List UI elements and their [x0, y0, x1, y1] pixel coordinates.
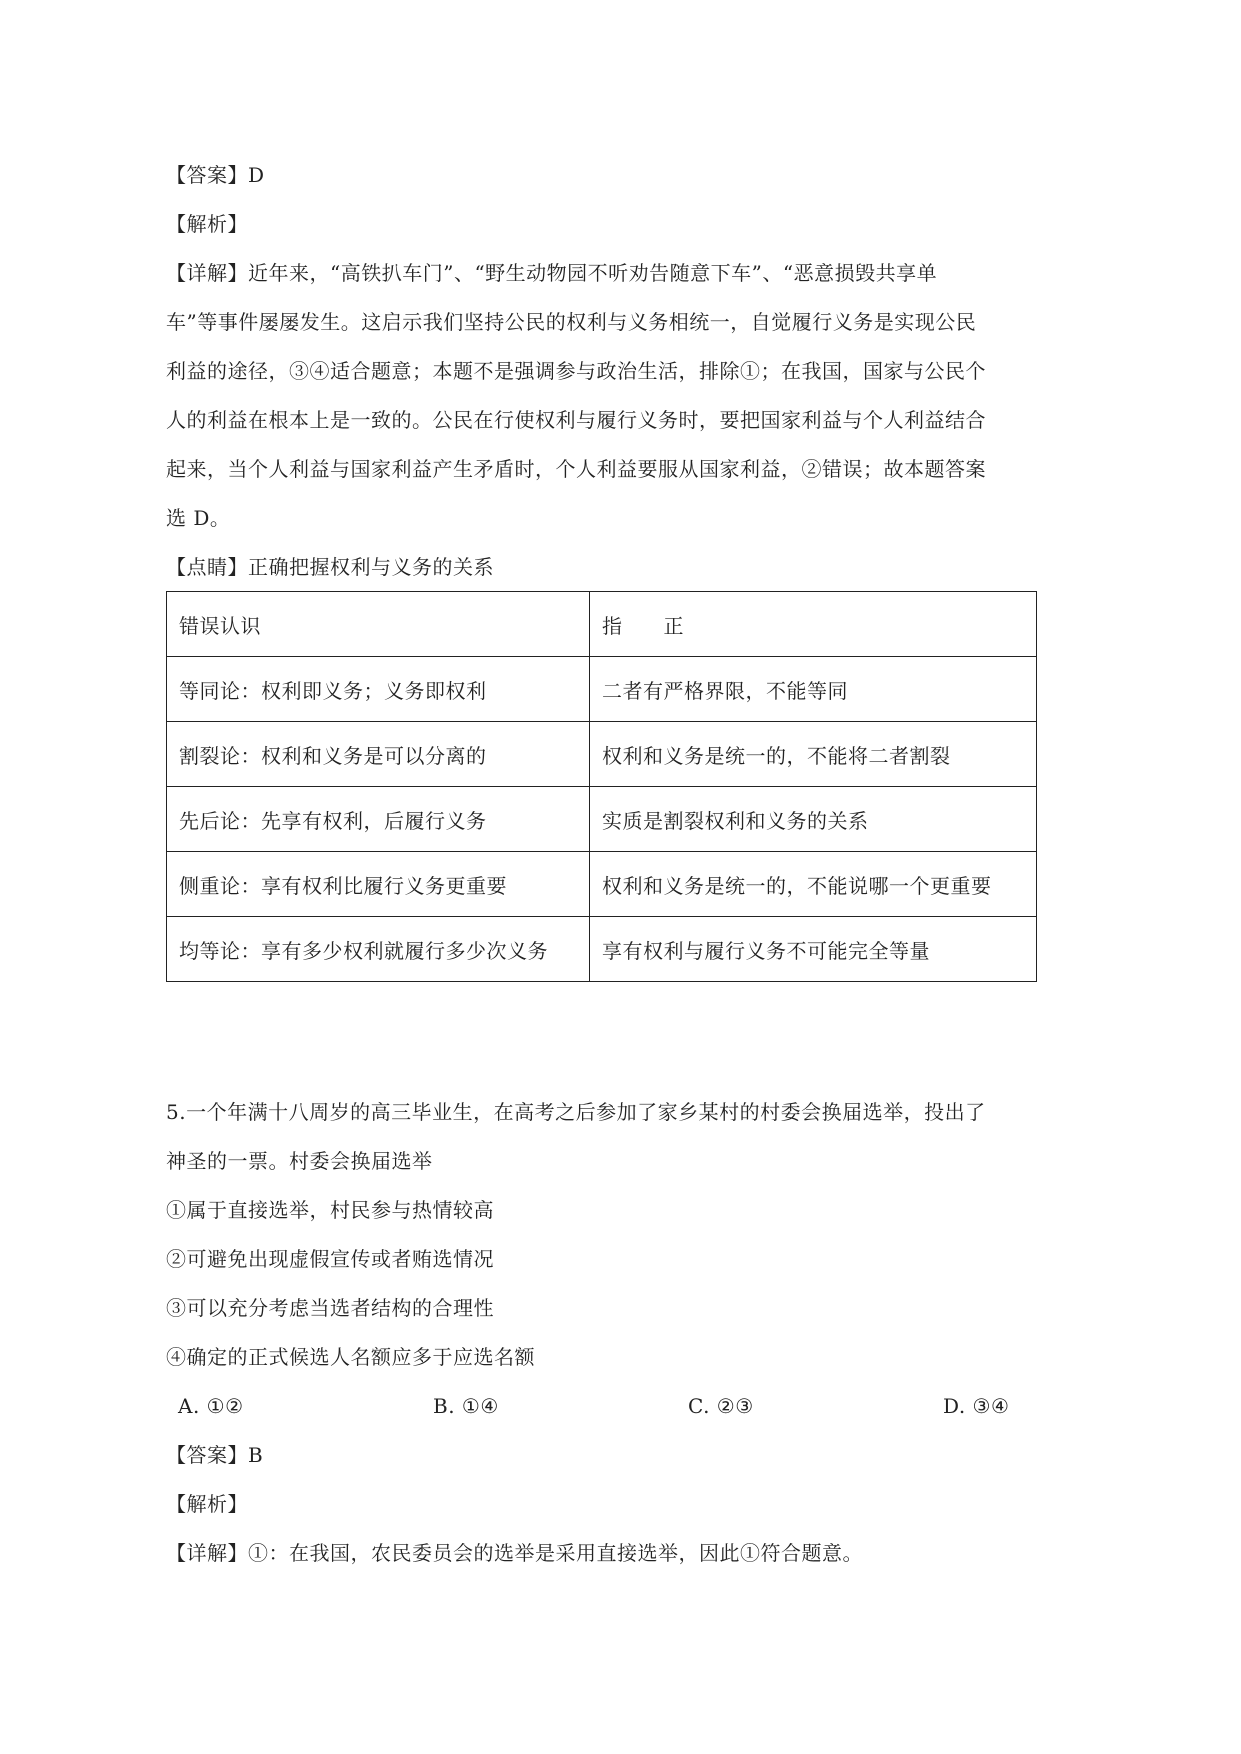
q5-statement-1: ①属于直接选举，村民参与热情较高 — [166, 1198, 494, 1222]
q4-detail-line-1: 【详解】近年来，“高铁扒车门”、“野生动物园不听劝告随意下车”、“恶意损毁共享单 — [166, 261, 938, 285]
q5-detail: 【详解】①：在我国，农民委员会的选举是采用直接选举，因此①符合题意。 — [166, 1541, 863, 1565]
q5-options — [166, 1393, 1066, 1419]
table-row — [167, 722, 1037, 787]
q4-detail-line-5: 起来，当个人利益与国家利益产生矛盾时，个人利益要服从国家利益，②错误；故本题答案 — [166, 457, 986, 481]
table-header-cell: 错误认识 — [167, 592, 590, 657]
q5-option-a: A. ①② — [178, 1394, 244, 1418]
table-cell: 先后论：先享有权利，后履行义务 — [167, 787, 590, 852]
q4-answer: 【答案】D — [166, 163, 265, 187]
q5-stem-line-2: 神圣的一票。村委会换届选举 — [166, 1149, 433, 1173]
table-cell: 等同论：权利即义务；义务即权利 — [167, 657, 590, 722]
table-cell: 权利和义务是统一的，不能说哪一个更重要 — [590, 852, 1037, 917]
rights-duties-table — [166, 591, 1037, 982]
q4-detail-line-4: 人的利益在根本上是一致的。公民在行使权利与履行义务时，要把国家利益与个人利益结合 — [166, 408, 986, 432]
table-cell: 侧重论：享有权利比履行义务更重要 — [167, 852, 590, 917]
q5-statement-4: ④确定的正式候选人名额应多于应选名额 — [166, 1345, 535, 1369]
q5-statement-2: ②可避免出现虚假宣传或者贿选情况 — [166, 1247, 494, 1271]
q5-analysis-label: 【解析】 — [166, 1492, 248, 1516]
q4-detail-line-6: 选 D。 — [166, 506, 231, 530]
q5-option-b: B. ①④ — [433, 1394, 499, 1418]
q5-option-c: C. ②③ — [688, 1394, 754, 1418]
table-cell: 权利和义务是统一的，不能将二者割裂 — [590, 722, 1037, 787]
table-row — [167, 787, 1037, 852]
q5-stem-line-1: 5.一个年满十八周岁的高三毕业生，在高考之后参加了家乡某村的村委会换届选举，投出了 — [166, 1100, 986, 1124]
table-cell: 实质是割裂权利和义务的关系 — [590, 787, 1037, 852]
table-row — [167, 657, 1037, 722]
q4-detail-line-2: 车”等事件屡屡发生。这启示我们坚持公民的权利与义务相统一，自觉履行义务是实现公民 — [166, 310, 977, 334]
q5-statement-3: ③可以充分考虑当选者结构的合理性 — [166, 1296, 494, 1320]
q5-answer: 【答案】B — [166, 1443, 264, 1467]
q4-analysis-label: 【解析】 — [166, 212, 248, 236]
table-cell: 二者有严格界限，不能等同 — [590, 657, 1037, 722]
q5-option-d: D. ③④ — [943, 1394, 1010, 1418]
table-cell: 均等论：享有多少权利就履行多少次义务 — [167, 917, 590, 982]
table-header-row — [167, 592, 1037, 657]
table-header-cell: 指 正 — [590, 592, 1037, 657]
q4-detail-line-3: 利益的途径，③④适合题意；本题不是强调参与政治生活，排除①；在我国，国家与公民个 — [166, 359, 986, 383]
table-row — [167, 917, 1037, 982]
table-row — [167, 852, 1037, 917]
table-cell: 割裂论：权利和义务是可以分离的 — [167, 722, 590, 787]
q4-tip: 【点睛】正确把握权利与义务的关系 — [166, 555, 494, 579]
table-cell: 享有权利与履行义务不可能完全等量 — [590, 917, 1037, 982]
